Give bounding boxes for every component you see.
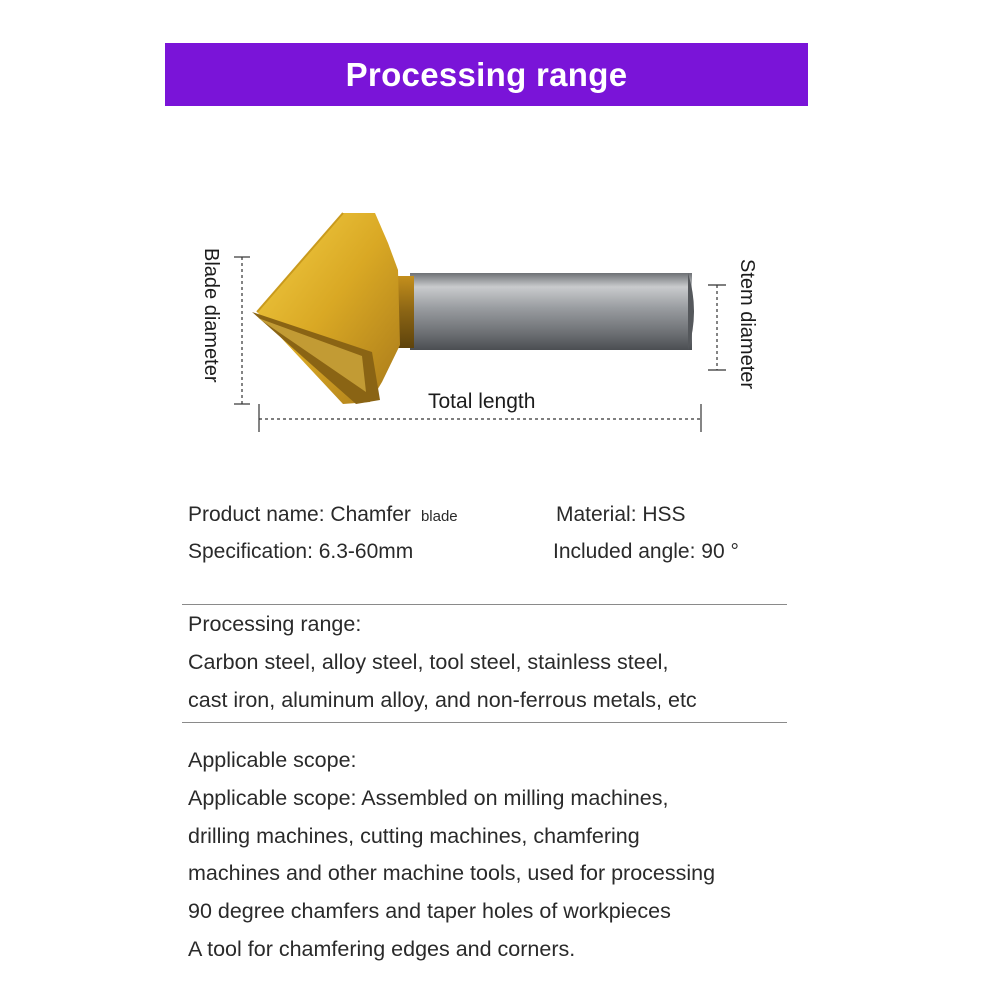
shank-end: [688, 273, 694, 350]
product-name: [188, 503, 458, 527]
product-name-suffix: blade: [420, 508, 458, 525]
scope-line: 90 degree chamfers and taper holes of workpieces: [188, 899, 671, 924]
specification-spec: Specification: 6.3-60mm: [188, 540, 414, 563]
banner-title: Processing range: [345, 55, 628, 93]
material-spec: Material: HSS: [556, 503, 686, 526]
total-length-label: Total length: [428, 390, 536, 413]
scope-line: drilling machines, cutting machines, chamfering: [188, 823, 640, 848]
stem-diameter-label: Stem diameter: [736, 259, 758, 390]
product-name-text: Product name: Chamfer: [188, 503, 411, 526]
processing-heading: Processing range:: [188, 612, 362, 636]
chamfer-tool-diagram: [0, 0, 1000, 470]
scope-heading: Applicable scope:: [188, 748, 357, 772]
processing-line: cast iron, aluminum alloy, and non-ferrous metals, etc: [188, 687, 697, 712]
tool-shank: [410, 273, 692, 350]
divider-top: [182, 604, 787, 605]
scope-line: machines and other machine tools, used for processing: [188, 861, 716, 886]
processing-range-section: [188, 606, 697, 719]
blade-diameter-label: Blade diameter: [200, 248, 222, 383]
scope-line: A tool for chamfering edges and corners.: [188, 936, 576, 961]
applicable-scope-section: [188, 742, 715, 969]
divider-bottom: [182, 722, 787, 723]
processing-line: Carbon steel, alloy steel, tool steel, stainless steel,: [188, 649, 669, 674]
scope-line: Applicable scope: Assembled on milling machines,: [188, 785, 669, 810]
included-angle-spec: Included angle: 90 °: [553, 540, 739, 563]
